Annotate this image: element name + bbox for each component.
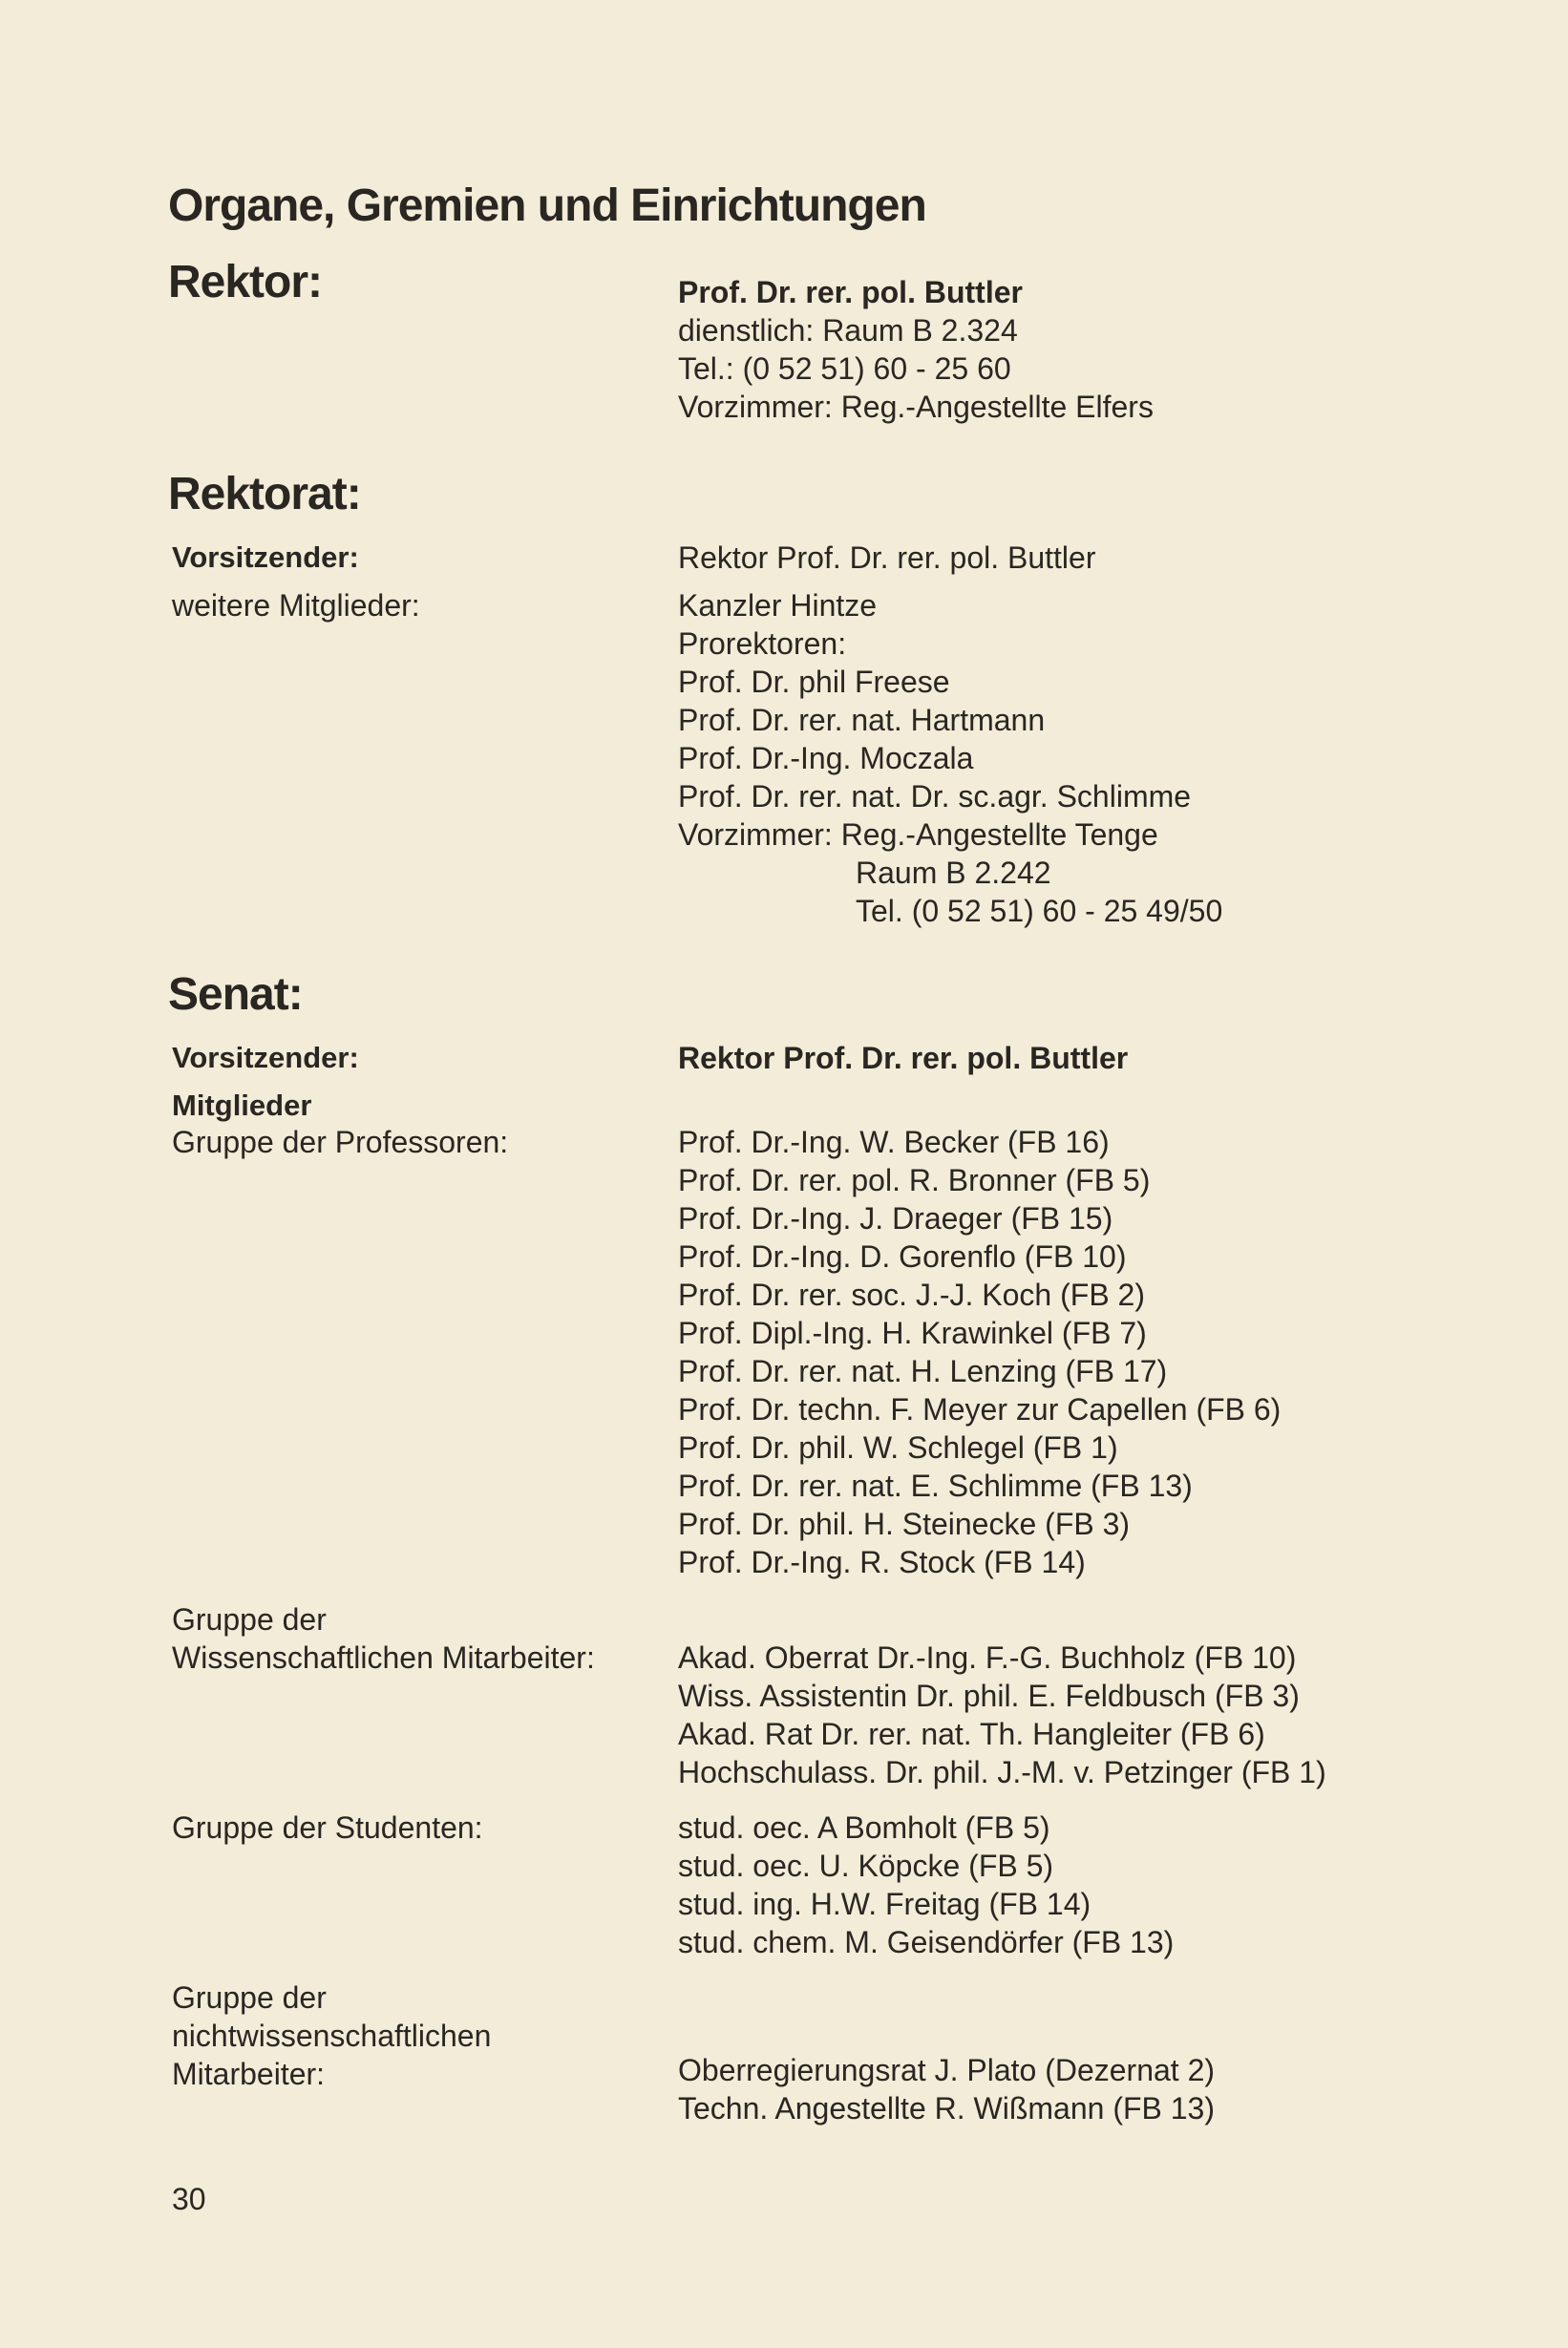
wiss-list <box>678 1639 1326 1791</box>
students-list <box>678 1809 1174 1961</box>
list-item: stud. ing. H.W. Freitag (FB 14) <box>678 1887 1091 1921</box>
list-item: stud. chem. M. Geisendörfer (FB 13) <box>678 1925 1175 1959</box>
rektor-name: Prof. Dr. rer. pol. Buttler <box>678 275 1023 309</box>
list-item: Prorektoren: <box>678 626 847 661</box>
professors-list <box>678 1123 1281 1581</box>
senat-heading: Senat: <box>168 969 303 1020</box>
list-item: Prof. Dr. phil. H. Steinecke (FB 3) <box>678 1507 1131 1541</box>
list-item: Prof. Dr. rer. pol. R. Bronner (FB 5) <box>678 1163 1151 1197</box>
page-title: Organe, Gremien und Einrichtungen <box>168 180 926 231</box>
senat-chair-name: Rektor Prof. Dr. rer. pol. Buttler <box>678 1041 1129 1075</box>
rektor-line: dienstlich: Raum B 2.324 <box>678 313 1018 348</box>
list-item: Prof. Dr.-Ing. R. Stock (FB 14) <box>678 1545 1086 1579</box>
list-item: Prof. Dr.-Ing. W. Becker (FB 16) <box>678 1125 1110 1159</box>
rektorat-chair-label: Vorsitzender: <box>172 540 359 574</box>
nonwiss-label-line: nichtwissenschaftlichen <box>172 2019 492 2053</box>
list-item: Oberregierungsrat J. Plato (Dezernat 2) <box>678 2053 1216 2087</box>
list-item: Prof. Dr. rer. nat. Dr. sc.agr. Schlimme <box>678 779 1192 814</box>
list-item: Akad. Oberrat Dr.-Ing. F.-G. Buchholz (FB 10) <box>678 1640 1297 1675</box>
list-item: Prof. Dr. rer. nat. E. Schlimme (FB 13) <box>678 1469 1193 1503</box>
wiss-label-line: Wissenschaftlichen Mitarbeiter: <box>172 1640 595 1675</box>
senat-chair-value <box>678 1039 1128 1077</box>
list-item: stud. oec. A Bomholt (FB 5) <box>678 1810 1050 1845</box>
list-item: Prof. Dr. techn. F. Meyer zur Capellen (FB 6) <box>678 1392 1282 1427</box>
list-item: Prof. Dr.-Ing. J. Draeger (FB 15) <box>678 1201 1113 1236</box>
list-item: Prof. Dr. rer. nat. H. Lenzing (FB 17) <box>678 1354 1168 1388</box>
office-line: Tel. (0 52 51) 60 - 25 49/50 <box>856 894 1223 928</box>
wiss-label-line: Gruppe der <box>172 1602 327 1637</box>
list-item: Prof. Dr. rer. nat. Hartmann <box>678 703 1046 737</box>
nonwiss-label-line: Mitarbeiter: <box>172 2057 326 2091</box>
senat-members-heading: Mitglieder <box>172 1089 312 1122</box>
list-item: Techn. Angestellte R. Wißmann (FB 13) <box>678 2091 1215 2126</box>
rektor-heading: Rektor: <box>168 257 323 307</box>
rektorat-chair-value <box>678 539 1095 577</box>
nonwiss-label <box>172 1978 491 2093</box>
senat-chair-label: Vorsitzender: <box>172 1041 359 1074</box>
rektorat-heading: Rektorat: <box>168 469 361 519</box>
rektorat-members-label: weitere Mitglieder: <box>172 588 420 623</box>
list-item: Prof. Dipl.-Ing. H. Krawinkel (FB 7) <box>678 1316 1147 1350</box>
students-label: Gruppe der Studenten: <box>172 1810 483 1845</box>
rektor-line: Tel.: (0 52 51) 60 - 25 60 <box>678 351 1011 386</box>
list-item: Hochschulass. Dr. phil. J.-M. v. Petzinger (FB 1) <box>678 1755 1326 1789</box>
list-item: Vorzimmer: Reg.-Angestellte Tenge <box>678 817 1158 852</box>
list-item: Prof. Dr.-Ing. D. Gorenflo (FB 10) <box>678 1239 1127 1274</box>
office-line: Raum B 2.242 <box>856 856 1051 890</box>
professors-label: Gruppe der Professoren: <box>172 1125 509 1159</box>
page-number: 30 <box>172 2182 206 2216</box>
rektor-details <box>678 273 1154 426</box>
list-item: Akad. Rat Dr. rer. nat. Th. Hangleiter (FB 6) <box>678 1717 1265 1751</box>
list-item: Prof. Dr. phil. W. Schlegel (FB 1) <box>678 1430 1118 1465</box>
list-item: Prof. Dr.-Ing. Moczala <box>678 741 974 775</box>
list-item: stud. oec. U. Köpcke (FB 5) <box>678 1849 1054 1883</box>
list-item: Prof. Dr. rer. soc. J.-J. Koch (FB 2) <box>678 1278 1145 1312</box>
list-item: Prof. Dr. phil Freese <box>678 665 950 699</box>
nonwiss-list <box>678 2051 1215 2127</box>
list-item: Wiss. Assistentin Dr. phil. E. Feldbusch (FB 3) <box>678 1679 1300 1713</box>
wiss-label <box>172 1600 595 1677</box>
nonwiss-label-line: Gruppe der <box>172 1980 327 2015</box>
rektorat-chair-name: Rektor Prof. Dr. rer. pol. Buttler <box>678 540 1096 575</box>
list-item: Kanzler Hintze <box>678 588 878 623</box>
rektorat-members <box>678 586 1222 930</box>
rektor-line: Vorzimmer: Reg.-Angestellte Elfers <box>678 390 1154 424</box>
